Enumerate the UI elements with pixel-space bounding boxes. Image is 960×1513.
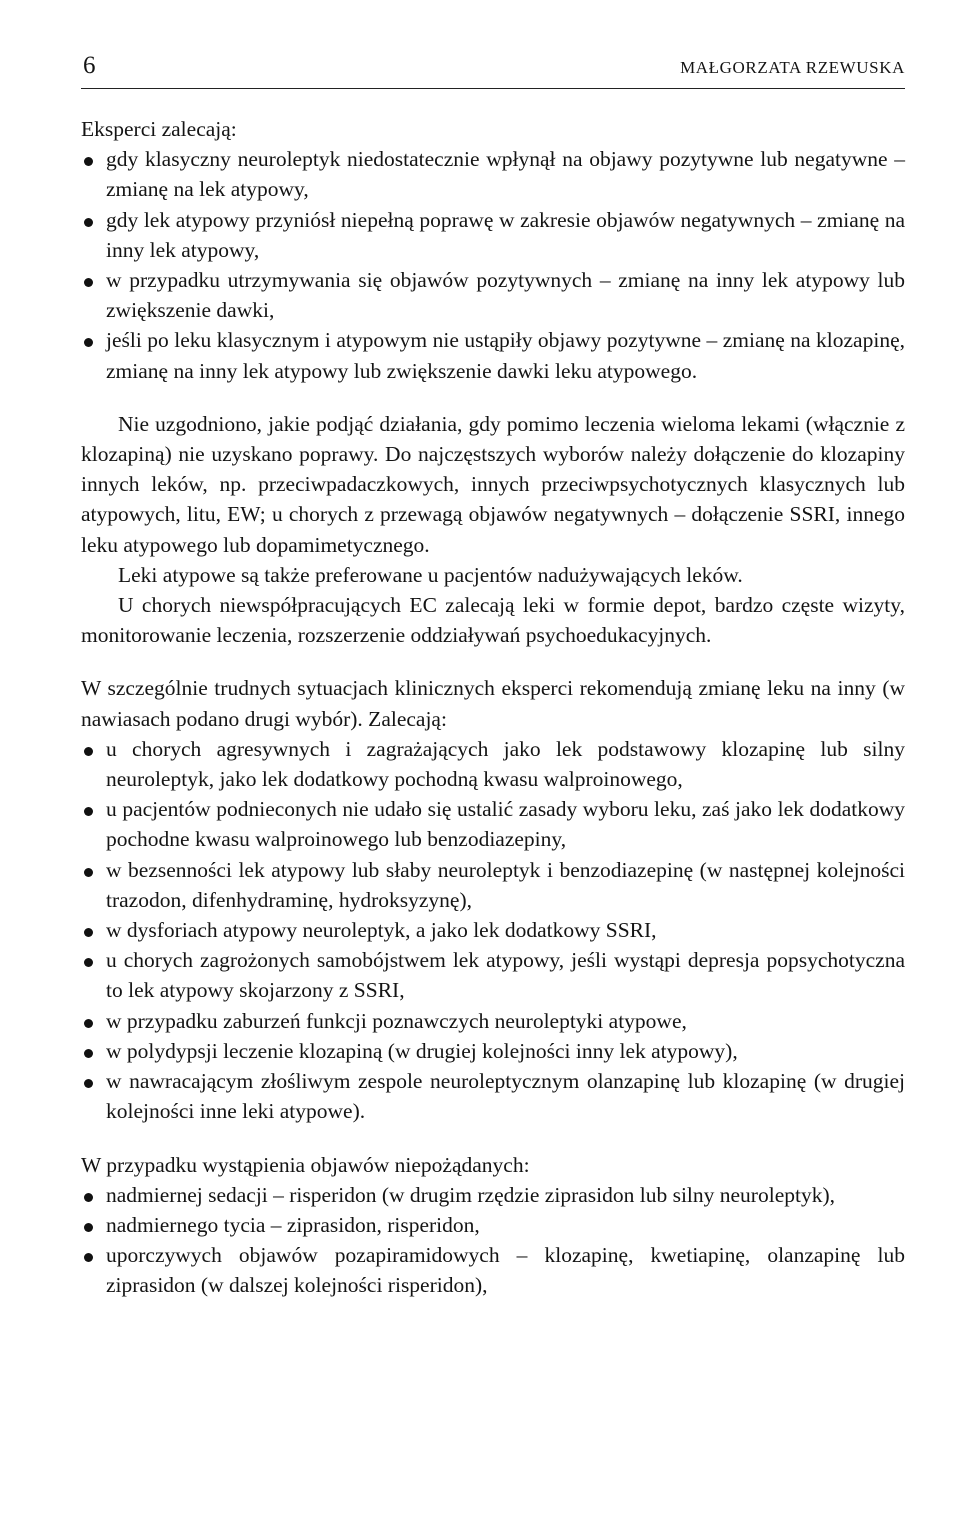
experts-recommend-intro: Eksperci zalecają: bbox=[81, 117, 237, 141]
list-item: w polydypsji leczenie klozapiną (w drugiej kolejności inny lek atypowy), bbox=[81, 1036, 905, 1066]
list-item: gdy lek atypowy przyniósł niepełną poprawę w zakresie objawów negatywnych – zmianę na inny lek atypowy, bbox=[81, 205, 905, 265]
list-item: nadmiernego tycia – ziprasidon, risperidon, bbox=[81, 1210, 905, 1240]
difficult-situations-list bbox=[81, 734, 905, 1127]
list-item: nadmiernej sedacji – risperidon (w drugim rzędzie ziprasidon lub silny neuroleptyk), bbox=[81, 1180, 905, 1210]
list-item: uporczywych objawów pozapiramidowych – klozapinę, kwetiapinę, olanzapinę lub ziprasidon (w dalszej kolejności risperidon), bbox=[81, 1240, 905, 1300]
page-number: 6 bbox=[83, 52, 96, 79]
adverse-effects-list bbox=[81, 1180, 905, 1301]
paragraph: Leki atypowe są także preferowane u pacjentów nadużywających leków. bbox=[118, 562, 743, 587]
list-item: u chorych zagrożonych samobójstwem lek atypowy, jeśli wystąpi depresja popsychotyczna to lek atypowy skojarzony z SSRI, bbox=[81, 945, 905, 1005]
book-page bbox=[81, 52, 905, 1301]
list-item: w przypadku utrzymywania się objawów pozytywnych – zmianę na inny lek atypowy lub zwiększenie dawki, bbox=[81, 265, 905, 325]
list-item: w nawracającym złośliwym zespole neuroleptycznym olanzapinę lub klozapinę (w drugiej kolejności inne leki atypowe). bbox=[81, 1066, 905, 1126]
list-item: jeśli po leku klasycznym i atypowym nie ustąpiły objawy pozytywne – zmianę na klozapinę, zmianę na inny lek atypowy lub zwiększenie dawki leku atypowego. bbox=[81, 325, 905, 385]
list-item: gdy klasyczny neuroleptyk niedostatecznie wpłynął na objawy pozytywne lub negatywne – zmianę na lek atypowy, bbox=[81, 144, 905, 204]
running-head-author: MAŁGORZATA RZEWUSKA bbox=[680, 58, 905, 77]
difficult-situations-intro: W szczególnie trudnych sytuacjach klinicznych eksperci rekomendują zmianę leku na inny (w nawiasach podano drugi wybór). Zalecają: bbox=[81, 676, 905, 731]
list-item: u chorych agresywnych i zagrażających jako lek podstawowy klozapinę lub silny neuroleptyk, jako lek dodatkowy pochodną kwasu walproinowego, bbox=[81, 734, 905, 794]
list-item: w przypadku zaburzeń funkcji poznawczych neuroleptyki atypowe, bbox=[81, 1006, 905, 1036]
paragraph: Nie uzgodniono, jakie podjąć działania, gdy pomimo leczenia wieloma lekami (włącznie z klozapiną) nie uzyskano poprawy. Do najczęstszych wyborów należy dołączenie do klozapiny innych leków, np. przeciwpadaczkowych, innych przeciwpsychotycznych klasycznych lub atypowych, litu, EW; u chorych z przewagą objawów negatywnych – dołączenie SSRI, innego leku atypowego lub dopamimetycznego. bbox=[81, 411, 905, 557]
recommendation-list bbox=[81, 144, 905, 386]
paragraph: U chorych niewspółpracujących EC zalecają leki w formie depot, bardzo częste wizyty, monitorowanie leczenia, rozszerzenie oddziaływań psychoedukacyjnych. bbox=[81, 593, 905, 648]
list-item: u pacjentów podnieconych nie udało się ustalić zasady wyboru leku, zaś jako lek dodatkowy pochodne kwasu walproinowego lub benzodiazepiny, bbox=[81, 794, 905, 854]
page-header bbox=[81, 52, 905, 89]
adverse-effects-intro: W przypadku wystąpienia objawów niepożądanych: bbox=[81, 1152, 530, 1177]
page-body bbox=[81, 114, 905, 1301]
list-item: w bezsenności lek atypowy lub słaby neuroleptyk i benzodiazepinę (w następnej kolejności trazodon, difenhydraminę, hydroksyzynę), bbox=[81, 855, 905, 915]
list-item: w dysforiach atypowy neuroleptyk, a jako lek dodatkowy SSRI, bbox=[81, 915, 905, 945]
